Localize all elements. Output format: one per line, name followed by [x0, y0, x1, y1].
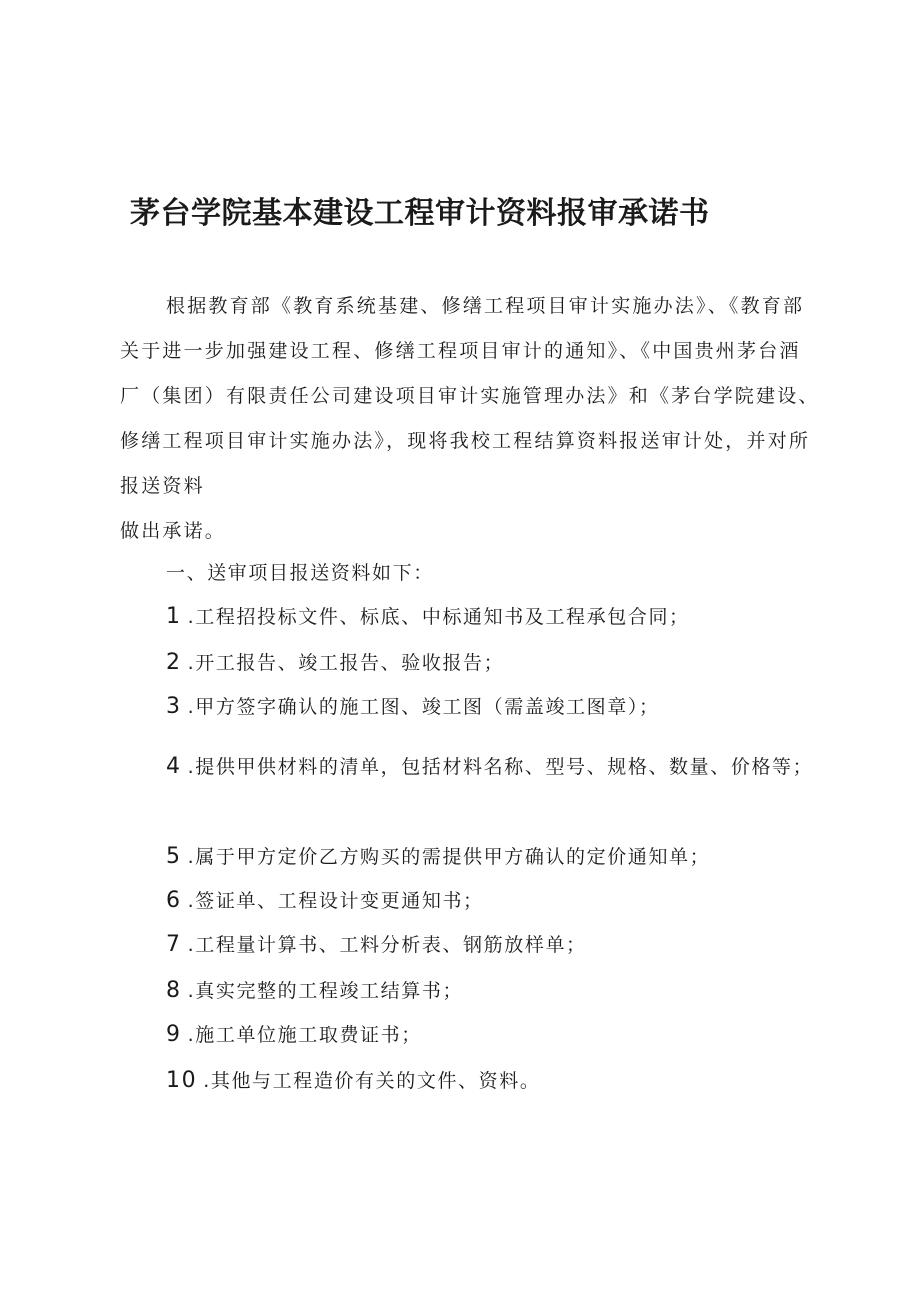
item-text: .工程招投标文件、标底、中标通知书及工程承包合同； — [187, 606, 690, 628]
list-item — [166, 976, 463, 1003]
list-item — [120, 744, 820, 790]
list-item — [166, 692, 660, 719]
document-title: 茅台学院基本建设工程审计资料报审承诺书 — [130, 196, 710, 231]
intro-tail: 做出承诺。 — [120, 520, 227, 542]
item-text: .施工单位施工取费证书； — [187, 1024, 422, 1046]
list-item — [166, 648, 504, 675]
list-item — [166, 1066, 540, 1093]
item-number: 5 — [166, 844, 182, 869]
list-item — [166, 1020, 422, 1047]
list-item — [166, 842, 710, 869]
item-number: 8 — [166, 978, 182, 1003]
list-item — [166, 886, 484, 913]
section-heading: 一、送审项目报送资料如下： — [166, 562, 434, 584]
item-text: .工程量计算书、工料分析表、钢筋放样单； — [187, 934, 587, 956]
list-item — [166, 930, 587, 957]
item-text: .提供甲供材料的清单，包括材料名称、型号、规格、数量、价格等； — [187, 756, 814, 778]
item-text: .开工报告、竣工报告、验收报告； — [187, 652, 505, 674]
item-text: .属于甲方定价乙方购买的需提供甲方确认的定价通知单； — [187, 846, 711, 868]
item-text: .其他与工程造价有关的文件、资料。 — [203, 1070, 541, 1092]
intro-text: 根据教育部《教育系统基建、修缮工程项目审计实施办法》、《教育部关于进一步加强建设工程、修缮工程项目审计的通知》、《中国贵州茅台酒厂（集团）有限责任公司建设项目审计实施管理办法》和《茅台学院建设、修缮工程项目审计实施办法》，现将我校工程结算资料报送审计处，并对所报送资料 — [120, 295, 820, 497]
item-number: 3 — [166, 694, 182, 719]
item-number: 9 — [166, 1022, 182, 1047]
item-number: 1 — [166, 604, 182, 629]
item-text: .签证单、工程设计变更通知书； — [187, 890, 484, 912]
item-number: 4 — [166, 754, 182, 779]
item-number: 2 — [166, 650, 182, 675]
item-text: .真实完整的工程竣工结算书； — [187, 980, 464, 1002]
item-number: 7 — [166, 932, 182, 957]
list-item — [166, 602, 690, 629]
item-number: 10 — [166, 1068, 198, 1093]
item-text: .甲方签字确认的施工图、竣工图（需盖竣工图章）； — [187, 696, 660, 718]
intro-paragraph — [120, 284, 820, 554]
item-number: 6 — [166, 888, 182, 913]
